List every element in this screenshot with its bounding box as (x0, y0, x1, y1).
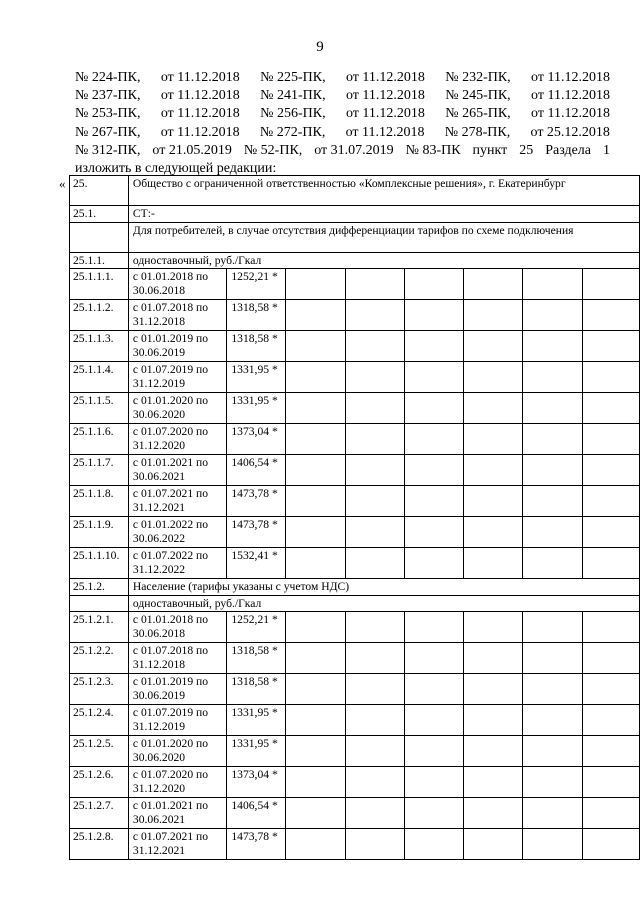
row-number: 25.1.2.4. (70, 705, 129, 736)
row-number: 25.1.1.10. (70, 548, 129, 579)
empty-cell (464, 829, 523, 860)
tariff-value-cell: 1473,78 * (227, 486, 286, 517)
tariff-value-cell: 1331,95 * (227, 705, 286, 736)
empty-cell (582, 612, 639, 643)
section-row (70, 176, 640, 206)
intro-paragraph (75, 69, 610, 178)
empty-cell (523, 393, 582, 424)
empty-cell (345, 486, 404, 517)
empty-cell (582, 798, 639, 829)
tariff-row (70, 331, 640, 362)
empty-cell (582, 331, 639, 362)
row-number: 25.1.1.3. (70, 331, 129, 362)
empty-cell (345, 705, 404, 736)
row-number: 25.1.2.8. (70, 829, 129, 860)
period-cell: с 01.07.2022 по 31.12.2022 (128, 548, 226, 579)
empty-cell (345, 455, 404, 486)
intro-token: № 256-ПК, (260, 106, 326, 122)
row-number: 25.1.1. (70, 252, 129, 269)
tariff-value-cell: 1373,04 * (227, 767, 286, 798)
empty-cell (582, 517, 639, 548)
empty-cell (404, 517, 463, 548)
empty-cell (345, 424, 404, 455)
empty-cell (464, 705, 523, 736)
tariff-value-cell: 1252,21 * (227, 612, 286, 643)
intro-token: № 267-ПК, (75, 124, 141, 140)
opening-quote-mark: « (59, 176, 66, 191)
empty-cell (523, 705, 582, 736)
tariff-value-cell: 1331,95 * (227, 736, 286, 767)
intro-line (75, 105, 610, 123)
tariff-row (70, 455, 640, 486)
section-title: Население (тарифы указаны с учетом НДС) (128, 579, 639, 596)
empty-cell (345, 612, 404, 643)
intro-token: от 11.12.2018 (345, 124, 425, 140)
tariff-row (70, 736, 640, 767)
empty-cell (464, 517, 523, 548)
empty-cell (404, 736, 463, 767)
empty-cell (404, 269, 463, 300)
intro-line (75, 69, 610, 87)
period-cell: с 01.01.2018 по 30.06.2018 (128, 269, 226, 300)
empty-cell (404, 798, 463, 829)
tariff-row (70, 269, 640, 300)
row-number: 25.1.1.8. (70, 486, 129, 517)
empty-cell (582, 705, 639, 736)
empty-cell (582, 393, 639, 424)
empty-cell (345, 798, 404, 829)
tariff-table-body (70, 176, 640, 860)
period-cell: с 01.01.2022 по 30.06.2022 (128, 517, 226, 548)
empty-cell (523, 643, 582, 674)
empty-cell (286, 612, 345, 643)
row-number: 25.1.1.2. (70, 300, 129, 331)
intro-token: от 31.07.2019 (314, 142, 394, 158)
intro-line (75, 124, 610, 142)
tariff-row (70, 300, 640, 331)
empty-cell (286, 424, 345, 455)
period-cell: с 01.07.2018 по 31.12.2018 (128, 643, 226, 674)
section-row (70, 595, 640, 612)
row-number: 25.1.2.7. (70, 798, 129, 829)
tariff-value-cell: 1318,58 * (227, 674, 286, 705)
empty-cell (404, 424, 463, 455)
period-cell: с 01.07.2019 по 31.12.2019 (128, 362, 226, 393)
row-number (70, 595, 129, 612)
intro-token: от 11.12.2018 (160, 124, 240, 140)
tariff-value-cell: 1318,58 * (227, 331, 286, 362)
empty-cell (523, 767, 582, 798)
period-cell: с 01.01.2021 по 30.06.2021 (128, 455, 226, 486)
intro-line (75, 87, 610, 105)
section-row (70, 252, 640, 269)
intro-token: № 312-ПК, (75, 142, 141, 158)
empty-cell (582, 455, 639, 486)
empty-cell (345, 767, 404, 798)
period-cell: с 01.07.2018 по 31.12.2018 (128, 300, 226, 331)
intro-token: от 11.12.2018 (160, 88, 240, 104)
empty-cell (404, 486, 463, 517)
intro-token: от 11.12.2018 (345, 106, 425, 122)
empty-cell (582, 643, 639, 674)
empty-cell (464, 548, 523, 579)
empty-cell (345, 362, 404, 393)
empty-cell (464, 798, 523, 829)
empty-cell (464, 300, 523, 331)
empty-cell (404, 829, 463, 860)
empty-cell (464, 643, 523, 674)
empty-cell (345, 300, 404, 331)
tariff-row (70, 424, 640, 455)
empty-cell (523, 736, 582, 767)
empty-cell (286, 393, 345, 424)
period-cell: с 01.07.2020 по 31.12.2020 (128, 424, 226, 455)
empty-cell (404, 300, 463, 331)
empty-cell (345, 674, 404, 705)
empty-cell (582, 486, 639, 517)
row-number: 25.1.1.9. (70, 517, 129, 548)
empty-cell (404, 548, 463, 579)
empty-cell (286, 331, 345, 362)
empty-cell (464, 736, 523, 767)
empty-cell (523, 798, 582, 829)
tariff-value-cell: 1373,04 * (227, 424, 286, 455)
intro-token: от 11.12.2018 (531, 106, 610, 122)
empty-cell (464, 393, 523, 424)
intro-token: пункт (472, 142, 508, 158)
empty-cell (286, 767, 345, 798)
intro-lines (75, 69, 610, 160)
intro-token: от 11.12.2018 (531, 70, 610, 85)
empty-cell (523, 269, 582, 300)
empty-cell (404, 362, 463, 393)
tariff-row (70, 829, 640, 860)
period-cell: с 01.01.2020 по 30.06.2020 (128, 393, 226, 424)
empty-cell (464, 362, 523, 393)
row-number: 25.1.2.5. (70, 736, 129, 767)
empty-cell (404, 455, 463, 486)
row-number: 25. (70, 176, 129, 206)
tariff-value-cell: 1331,95 * (227, 362, 286, 393)
empty-cell (345, 736, 404, 767)
tariff-value-cell: 1252,21 * (227, 269, 286, 300)
empty-cell (345, 393, 404, 424)
intro-token: от 25.12.2018 (530, 124, 610, 140)
empty-cell (582, 829, 639, 860)
period-cell: с 01.01.2019 по 30.06.2019 (128, 674, 226, 705)
row-number: 25.1.2.6. (70, 767, 129, 798)
tariff-value-cell: 1406,54 * (227, 798, 286, 829)
empty-cell (286, 269, 345, 300)
empty-cell (523, 612, 582, 643)
tariff-value-cell: 1331,95 * (227, 393, 286, 424)
empty-cell (464, 269, 523, 300)
period-cell: с 01.01.2019 по 30.06.2019 (128, 331, 226, 362)
empty-cell (464, 486, 523, 517)
empty-cell (404, 674, 463, 705)
empty-cell (345, 548, 404, 579)
empty-cell (286, 548, 345, 579)
empty-cell (404, 767, 463, 798)
empty-cell (404, 705, 463, 736)
empty-cell (345, 643, 404, 674)
row-number: 25.1.2.2. (70, 643, 129, 674)
row-number (70, 222, 129, 252)
intro-token: № 232-ПК, (445, 70, 511, 85)
section-title: одноставочный, руб./Гкал (128, 595, 639, 612)
tariff-row (70, 705, 640, 736)
empty-cell (286, 829, 345, 860)
period-cell: с 01.01.2020 по 30.06.2020 (128, 736, 226, 767)
empty-cell (582, 767, 639, 798)
empty-cell (523, 674, 582, 705)
empty-cell (286, 300, 345, 331)
empty-cell (582, 674, 639, 705)
empty-cell (286, 455, 345, 486)
intro-token: № 245-ПК, (445, 88, 511, 104)
row-number: 25.1.1.4. (70, 362, 129, 393)
intro-token: № 241-ПК, (260, 88, 326, 104)
empty-cell (404, 393, 463, 424)
empty-cell (582, 548, 639, 579)
empty-cell (286, 362, 345, 393)
empty-cell (286, 486, 345, 517)
section-title: СТ:- (128, 206, 639, 223)
empty-cell (523, 486, 582, 517)
section-title: Общество с ограниченной ответственностью «Комплексные решения», г. Екатеринбург (128, 176, 639, 206)
period-cell: с 01.07.2020 по 31.12.2020 (128, 767, 226, 798)
intro-token: № 83-ПК (405, 142, 461, 158)
empty-cell (404, 612, 463, 643)
empty-cell (345, 269, 404, 300)
empty-cell (464, 455, 523, 486)
tariff-row (70, 767, 640, 798)
intro-token: от 11.12.2018 (160, 70, 240, 85)
intro-last-line: изложить в следующей редакции: (75, 161, 277, 177)
period-cell: с 01.07.2019 по 31.12.2019 (128, 705, 226, 736)
intro-token: № 52-ПК, (243, 142, 303, 158)
intro-token: от 11.12.2018 (345, 70, 425, 85)
empty-cell (464, 612, 523, 643)
tariff-row (70, 486, 640, 517)
empty-cell (582, 736, 639, 767)
row-number: 25.1.1.1. (70, 269, 129, 300)
empty-cell (345, 829, 404, 860)
empty-cell (286, 517, 345, 548)
tariff-row (70, 674, 640, 705)
intro-token: от 21.05.2019 (152, 142, 232, 158)
intro-token: 1 (602, 142, 610, 158)
row-number: 25.1.1.7. (70, 455, 129, 486)
section-row (70, 206, 640, 223)
tariff-row (70, 612, 640, 643)
period-cell: с 01.01.2021 по 30.06.2021 (128, 798, 226, 829)
intro-token: № 224-ПК, (75, 70, 141, 85)
empty-cell (345, 331, 404, 362)
page-number: 9 (316, 39, 324, 55)
section-row (70, 222, 640, 252)
empty-cell (345, 517, 404, 548)
empty-cell (523, 517, 582, 548)
section-title: Для потребителей, в случае отсутствия дифференциации тарифов по схеме подключения (128, 222, 639, 252)
intro-token: 25 (519, 142, 534, 158)
intro-token: Раздела (545, 142, 592, 158)
intro-token: № 237-ПК, (75, 88, 141, 104)
tariff-value-cell: 1473,78 * (227, 829, 286, 860)
tariff-value-cell: 1406,54 * (227, 455, 286, 486)
empty-cell (523, 331, 582, 362)
tariff-value-cell: 1318,58 * (227, 643, 286, 674)
empty-cell (582, 269, 639, 300)
tariff-row (70, 517, 640, 548)
section-title: одноставочный, руб./Гкал (128, 252, 639, 269)
row-number: 25.1.2. (70, 579, 129, 596)
tariff-row (70, 362, 640, 393)
intro-token: № 253-ПК, (75, 106, 141, 122)
tariff-row (70, 393, 640, 424)
empty-cell (523, 362, 582, 393)
empty-cell (464, 674, 523, 705)
tariff-table (69, 175, 640, 860)
intro-line (75, 142, 610, 160)
tariff-value-cell: 1532,41 * (227, 548, 286, 579)
row-number: 25.1.2.1. (70, 612, 129, 643)
empty-cell (582, 300, 639, 331)
row-number: 25.1.1.6. (70, 424, 129, 455)
empty-cell (582, 424, 639, 455)
intro-token: от 11.12.2018 (345, 88, 425, 104)
empty-cell (523, 548, 582, 579)
intro-token: № 278-ПК, (444, 124, 511, 140)
empty-cell (286, 674, 345, 705)
empty-cell (286, 798, 345, 829)
intro-token: № 225-ПК, (260, 70, 326, 85)
tariff-row (70, 643, 640, 674)
empty-cell (464, 424, 523, 455)
tariff-value-cell: 1318,58 * (227, 300, 286, 331)
empty-cell (404, 643, 463, 674)
section-row (70, 579, 640, 596)
intro-token: № 272-ПК, (259, 124, 326, 140)
row-number: 25.1. (70, 206, 129, 223)
period-cell: с 01.07.2021 по 31.12.2021 (128, 829, 226, 860)
empty-cell (464, 767, 523, 798)
empty-cell (523, 455, 582, 486)
empty-cell (286, 705, 345, 736)
intro-token: № 265-ПК, (445, 106, 511, 122)
tariff-row (70, 548, 640, 579)
empty-cell (582, 362, 639, 393)
period-cell: с 01.07.2021 по 31.12.2021 (128, 486, 226, 517)
row-number: 25.1.2.3. (70, 674, 129, 705)
empty-cell (404, 331, 463, 362)
empty-cell (464, 331, 523, 362)
period-cell: с 01.01.2018 по 30.06.2018 (128, 612, 226, 643)
tariff-value-cell: 1473,78 * (227, 517, 286, 548)
empty-cell (523, 424, 582, 455)
empty-cell (523, 829, 582, 860)
empty-cell (523, 300, 582, 331)
row-number: 25.1.1.5. (70, 393, 129, 424)
intro-token: от 11.12.2018 (531, 88, 610, 104)
tariff-row (70, 798, 640, 829)
empty-cell (286, 736, 345, 767)
intro-token: от 11.12.2018 (160, 106, 240, 122)
empty-cell (286, 643, 345, 674)
